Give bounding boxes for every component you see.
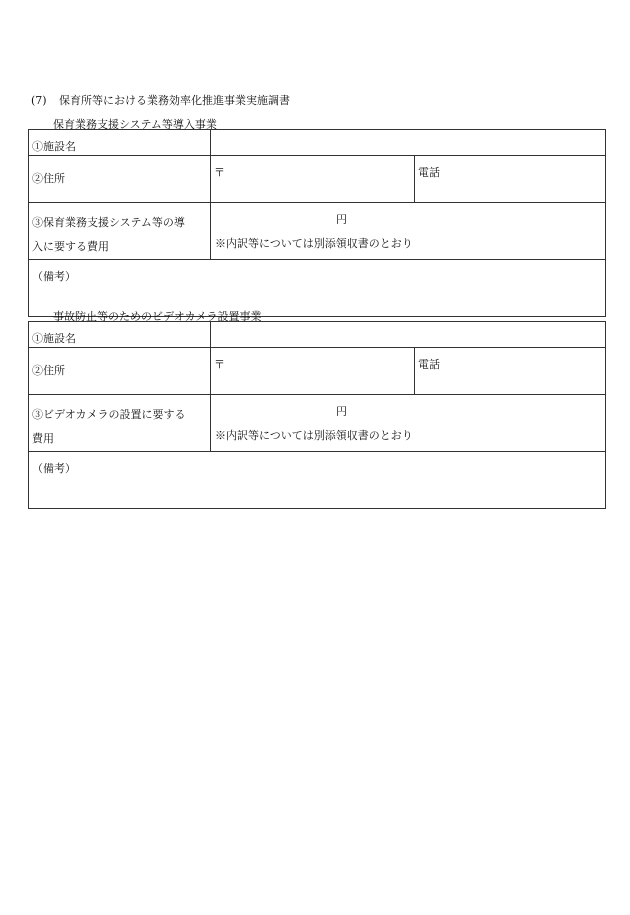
facility-name-field[interactable] bbox=[211, 130, 606, 156]
breakdown-note: ※内訳等については別添領収書のとおり bbox=[215, 237, 413, 250]
address-field[interactable] bbox=[211, 156, 415, 203]
remarks-label: （備考） bbox=[32, 270, 76, 283]
form-table-video-camera bbox=[28, 321, 606, 509]
cost-label-line2: 入に要する費用 bbox=[32, 240, 109, 253]
subsection-title-video-camera: 事故防止等のためのビデオカメラ設置事業 bbox=[53, 310, 262, 323]
breakdown-note: ※内訳等については別添領収書のとおり bbox=[215, 429, 413, 442]
address-row bbox=[29, 156, 606, 203]
address-label: ②住所 bbox=[29, 348, 211, 395]
section-title: 保育所等における業務効率化推進事業実施調書 bbox=[59, 94, 290, 107]
form-table-system-introduction bbox=[28, 129, 606, 317]
postal-mark: 〒 bbox=[214, 358, 225, 372]
phone-field[interactable] bbox=[415, 156, 606, 203]
facility-name-row bbox=[29, 130, 606, 156]
remarks-label: （備考） bbox=[32, 462, 76, 475]
yen-unit: 円 bbox=[336, 405, 347, 418]
cost-label-line1: ③ビデオカメラの設置に要する bbox=[32, 408, 186, 421]
cost-row bbox=[29, 395, 606, 452]
facility-name-label: ①施設名 bbox=[29, 322, 211, 348]
phone-label: 電話 bbox=[418, 358, 440, 372]
address-field[interactable] bbox=[211, 348, 415, 395]
cost-row bbox=[29, 203, 606, 260]
facility-name-field[interactable] bbox=[211, 322, 606, 348]
phone-label: 電話 bbox=[418, 166, 440, 180]
section-heading bbox=[31, 92, 290, 108]
facility-name-row bbox=[29, 322, 606, 348]
cost-label-line1: ③保育業務支援システム等の導 bbox=[32, 216, 185, 229]
remarks-field[interactable] bbox=[29, 452, 606, 509]
cost-label-line2: 費用 bbox=[32, 432, 54, 445]
address-label: ②住所 bbox=[29, 156, 211, 203]
facility-name-label: ①施設名 bbox=[29, 130, 211, 156]
cost-label bbox=[29, 203, 211, 260]
section-number: (7) bbox=[31, 94, 47, 107]
subsection-title-system-introduction: 保育業務支援システム等導入事業 bbox=[53, 118, 217, 131]
address-row bbox=[29, 348, 606, 395]
phone-field[interactable] bbox=[415, 348, 606, 395]
yen-unit: 円 bbox=[336, 213, 347, 226]
cost-label bbox=[29, 395, 211, 452]
cost-field[interactable] bbox=[211, 203, 606, 260]
postal-mark: 〒 bbox=[214, 166, 225, 180]
remarks-row bbox=[29, 452, 606, 509]
cost-field[interactable] bbox=[211, 395, 606, 452]
